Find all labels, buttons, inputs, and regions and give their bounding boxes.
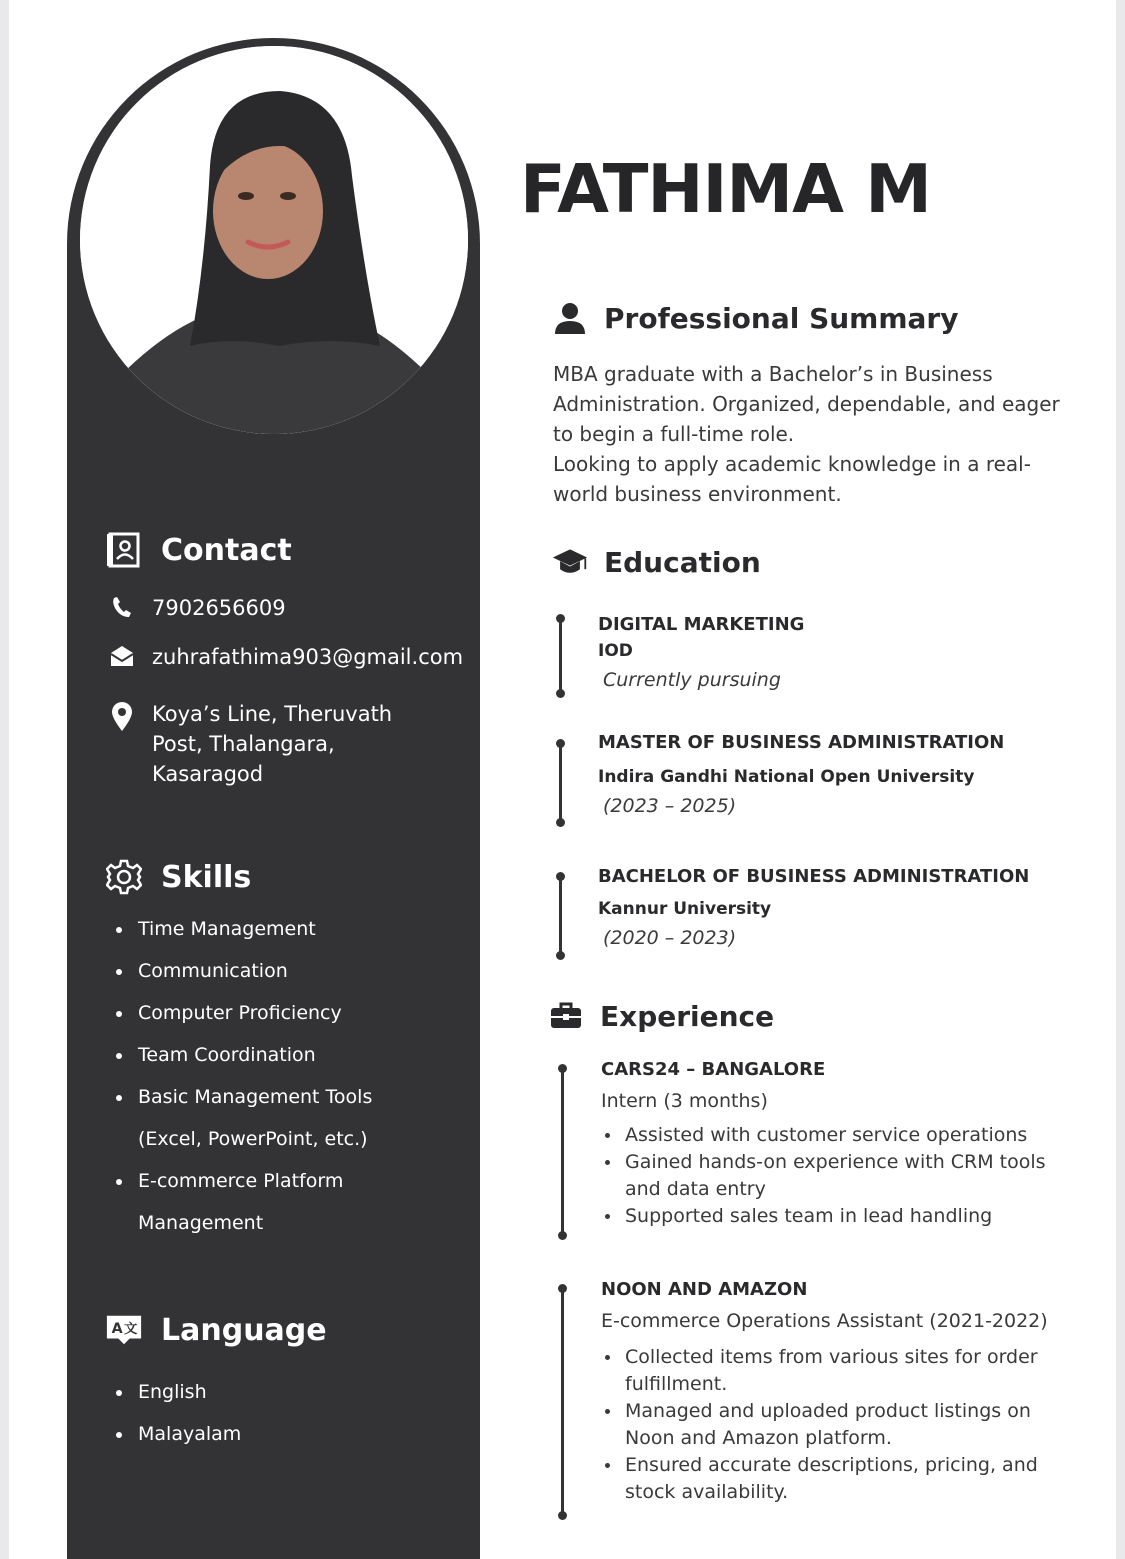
gear-icon	[105, 858, 143, 896]
list-item: Malayalam	[110, 1413, 241, 1455]
location-pin-icon	[110, 699, 134, 789]
list-item: E-commerce Platform	[110, 1160, 372, 1202]
bullet-list	[601, 1122, 1081, 1230]
skills-heading: Skills	[105, 857, 251, 897]
svg-text:文: 文	[124, 1321, 138, 1337]
company: CARS24 – BANGALORE	[601, 1059, 826, 1080]
translate-icon	[105, 1311, 143, 1349]
degree: BACHELOR OF BUSINESS ADMINISTRATION	[598, 866, 1030, 887]
education-entry	[598, 866, 1029, 949]
institution: Kannur University	[598, 899, 772, 919]
experience-entry	[601, 1059, 1081, 1230]
list-item: Management	[138, 1212, 264, 1234]
education-entry	[598, 614, 804, 691]
period: Currently pursuing	[603, 669, 781, 691]
language-list	[110, 1371, 241, 1455]
bullet-list	[601, 1344, 1081, 1506]
contact-book-icon	[105, 531, 143, 569]
period: (2023 – 2025)	[603, 795, 737, 817]
experience-entry	[601, 1279, 1081, 1506]
list-item: Team Coordination	[110, 1034, 372, 1076]
contact-heading: Contact	[105, 530, 292, 570]
experience-heading: Experience	[548, 998, 774, 1034]
institution: IOD	[598, 641, 633, 661]
institution: Indira Gandhi National Open University	[598, 767, 975, 787]
list-item: Communication	[110, 950, 372, 992]
skills-list	[110, 908, 372, 1244]
contact-address: Koya’s Line, Theruvath Post, Thalangara, Kasaragod	[110, 699, 392, 789]
company: NOON AND AMAZON	[601, 1279, 808, 1300]
list-item: (Excel, PowerPoint, etc.)	[138, 1128, 368, 1150]
summary-heading: Professional Summary	[552, 300, 958, 336]
profile-photo	[80, 46, 468, 434]
list-item: Ensured accurate descriptions, pricing, and stock availability.	[601, 1452, 1081, 1506]
graduation-cap-icon	[552, 544, 588, 580]
svg-text:A: A	[111, 1320, 123, 1337]
list-item: Managed and uploaded product listings on Noon and Amazon platform.	[601, 1398, 1081, 1452]
list-item: Collected items from various sites for order fulfillment.	[601, 1344, 1081, 1398]
role: Intern (3 months)	[601, 1090, 768, 1112]
contact-email[interactable]: zuhrafathima903@gmail.com	[110, 642, 463, 672]
contact-phone[interactable]: 7902656609	[110, 593, 286, 623]
degree: MASTER OF BUSINESS ADMINISTRATION	[598, 732, 1005, 753]
briefcase-icon	[548, 998, 584, 1034]
list-item: Time Management	[110, 908, 372, 950]
period: (2020 – 2023)	[603, 927, 737, 949]
mail-icon	[110, 642, 134, 672]
person-icon	[552, 300, 588, 336]
language-heading: A 文 Language	[105, 1310, 327, 1350]
list-item: Assisted with customer service operations	[601, 1122, 1081, 1149]
summary-text: MBA graduate with a Bachelor’s in Business Administration. Organized, dependable, and eager to begin a full-time role. Looking to apply academic knowledge in a real-world business environment.	[553, 362, 1060, 506]
list-item: Computer Proficiency	[110, 992, 372, 1034]
education-entry	[598, 732, 1004, 817]
candidate-name: FATHIMA M	[520, 150, 931, 228]
degree: DIGITAL MARKETING	[598, 614, 805, 635]
phone-icon	[110, 593, 134, 623]
list-item: Basic Management Tools	[110, 1076, 372, 1118]
list-item: Gained hands-on experience with CRM tools and data entry	[601, 1149, 1081, 1203]
list-item: English	[110, 1371, 241, 1413]
list-item: Supported sales team in lead handling	[601, 1203, 1081, 1230]
education-heading: Education	[552, 544, 761, 580]
role: E-commerce Operations Assistant (2021-2022)	[601, 1310, 1048, 1332]
